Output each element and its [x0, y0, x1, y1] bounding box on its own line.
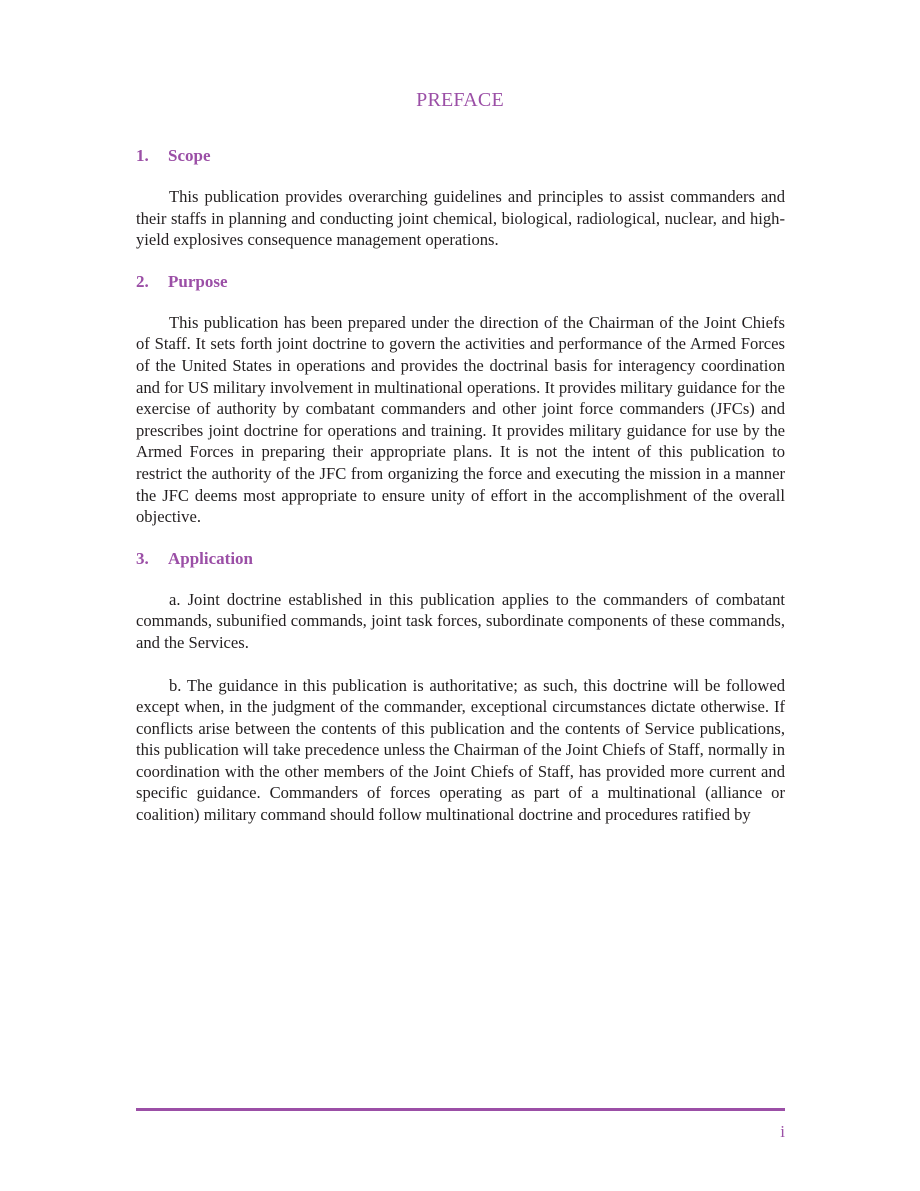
- section-number: 3.: [136, 548, 149, 568]
- section-heading: [136, 548, 785, 570]
- section-heading: [136, 271, 785, 293]
- section-number: 1.: [136, 146, 149, 165]
- section-scope: [136, 145, 785, 271]
- paragraph: This publication provides overarching guidelines and principles to assist commanders and their staffs in planning and conducting joint chemical, biological, radiological, nuclear, and high-yield explosives consequence management operations.: [136, 187, 785, 250]
- section-number: 2.: [136, 271, 149, 291]
- paragraph: b. The guidance in this publication is authoritative; as such, this doctrine will be followed except when, in the judgment of the commander, exceptional circumstances dictate otherwise. If conflicts arise between the contents of this publication and the contents of Service publications, this publication will take precedence unless the Chairman of the Joint Chiefs of Staff, normally in coordination with the other members of the Joint Chiefs of Staff, has provided more current and specific guidance. Commanders of forces operating as part of a multinational (alliance or coalition) military command should follow multinational doctrine and procedures ratified by: [136, 675, 785, 825]
- document-body: [136, 145, 785, 826]
- footer-rule: [136, 1108, 785, 1111]
- section-application: [136, 548, 785, 826]
- section-purpose: [136, 271, 785, 548]
- section-title: Purpose: [168, 271, 228, 291]
- page-number: i: [780, 1122, 785, 1141]
- section-title: Application: [168, 548, 254, 568]
- paragraph: a. Joint doctrine established in this publication applies to the commanders of combatant commands, subunified commands, joint task forces, subordinate components of these commands, and the Services.: [136, 589, 785, 652]
- section-title: Scope: [168, 146, 211, 165]
- paragraph: This publication has been prepared under the direction of the Chairman of the Joint Chiefs of Staff. It sets forth joint doctrine to govern the activities and performance of the Armed Forces of the United States in operations and provides the doctrinal basis for interagency coordination and for US military involvement in multinational operations. It provides military guidance for the exercise of authority by combatant commanders and other joint force commanders (JFCs) and prescribes joint doctrine for operations and training. It provides military guidance for use by the Armed Forces in preparing their appropriate plans. It is not the intent of this publication to restrict the authority of the JFC from organizing the force and executing the mission in a manner the JFC deems most appropriate to ensure unity of effort in the accomplishment of the overall objective.: [136, 312, 785, 527]
- page-title: PREFACE: [416, 89, 504, 111]
- section-heading: [136, 145, 785, 167]
